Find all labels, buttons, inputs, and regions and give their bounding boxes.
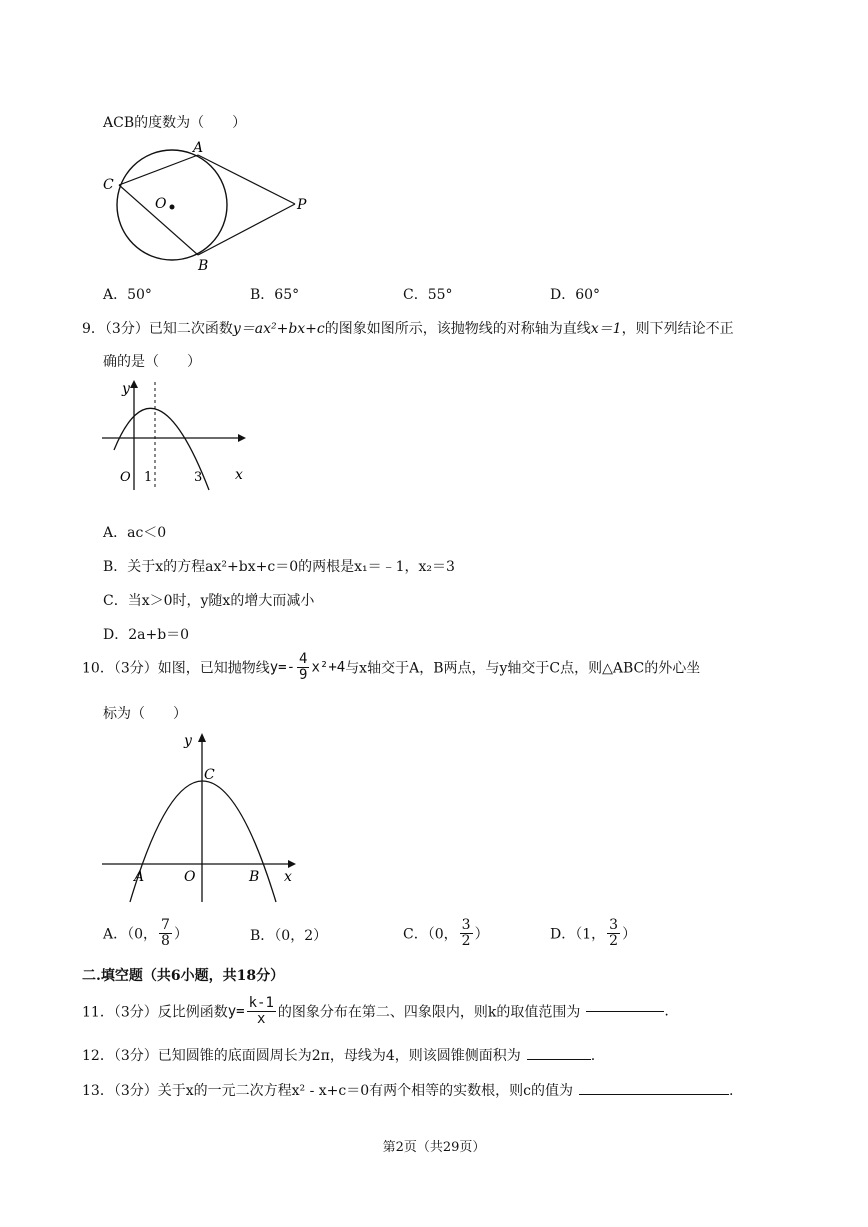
q8-option-a: A．50° (103, 287, 152, 303)
q9-stem (82, 318, 734, 338)
q8-option-c: C．55° (403, 287, 453, 303)
q10-option-d: D．（1， $\frac{3}{2}$ ） (550, 917, 637, 949)
q13-stem: 13．（3分）关于x的一元二次方程x² - x+c＝0有两个相等的实数根，则c的值为 . (82, 1083, 734, 1099)
point-p-label: P (297, 197, 307, 213)
q9-x-label: x (235, 467, 243, 483)
q12-stem: 12．（3分）已知圆锥的底面圆周长为2π，母线为4，则该圆锥侧面积为 . (82, 1048, 596, 1064)
q10-stem-tail: 与x轴交于A，B两点，与y轴交于C点，则△ABC的外心坐 (345, 660, 701, 677)
q9-parabola-figure (98, 378, 258, 493)
q11-stem: 11．（3分）反比例函数y= $\frac{k-1}{x}$ 的图象分布在第二、四象限内，则k的取值范围为 . (82, 995, 669, 1027)
q10-func-prefix: y=- (269, 659, 296, 676)
q10-frac-numerator: 4 (299, 651, 308, 667)
q10-option-c: C．（0， $\frac{3}{2}$ ） (403, 917, 489, 949)
q9-option-d: D．2a+b＝0 (103, 627, 190, 643)
q10-parabola-figure (98, 730, 308, 905)
q10-option-a: A．（0， $\frac{7}{8}$ ） (103, 917, 188, 949)
q9-stem-line2: 确的是（ ） (103, 354, 201, 370)
q10-point-c-label: C (204, 767, 215, 783)
q10-stem-line2: 标为（ ） (103, 706, 187, 722)
q10-option-b: B．（0，2） (250, 928, 328, 944)
point-o-label: O (155, 196, 167, 212)
q9-number: 9．（3分）已知二次函数 (82, 321, 233, 337)
point-a-label: A (193, 140, 204, 156)
q10-origin-label: O (184, 869, 196, 885)
q10-fraction (297, 652, 309, 683)
q11-answer-blank[interactable] (586, 1011, 664, 1012)
q10-point-b-label: B (249, 869, 260, 885)
section-heading: 二.填空题（共6小题，共18分） (82, 968, 285, 984)
q10-stem (82, 652, 700, 683)
q9-origin-label: O (120, 470, 131, 485)
point-b-label: B (198, 258, 209, 274)
page-footer: 第2页（共29页） (382, 1140, 486, 1155)
q10-x-label: x (284, 869, 292, 885)
q10-point-a-label: A (134, 869, 145, 885)
q13-answer-blank[interactable] (579, 1094, 729, 1095)
q10-frac-denominator: 9 (299, 667, 308, 683)
q9-option-c: C．当x＞0时，y随x的增大而减小 (103, 593, 315, 609)
q8-option-d: D．60° (550, 287, 601, 303)
point-c-label: C (103, 177, 114, 193)
q9-stem-mid: 的图象如图所示，该抛物线的对称轴为直线 (324, 321, 591, 337)
q10-func-suffix: x²+4 (311, 659, 346, 676)
q9-tick-3: 3 (194, 470, 203, 485)
q9-stem-tail: ，则下列结论不正 (621, 321, 734, 337)
q9-function: y＝ax²+bx+c (232, 321, 325, 337)
q9-tick-1: 1 (144, 470, 153, 485)
q11-fraction: $\frac{k-1}{x}$ (248, 995, 274, 1027)
q10-number: 10．（3分）如图，已知抛物线 (82, 660, 270, 677)
q9-axis: x＝1 (590, 321, 622, 337)
q10-y-label: y (184, 733, 192, 749)
q9-option-b: B．关于x的方程ax²+bx+c＝0的两根是x₁＝﹣1，x₂＝3 (103, 559, 455, 575)
q12-answer-blank[interactable] (527, 1059, 591, 1060)
q9-option-a: A．ac＜0 (103, 525, 167, 541)
q8-circle-figure (95, 135, 325, 275)
q9-y-label: y (122, 381, 130, 397)
q8-option-b: B．65° (250, 287, 300, 303)
q8-stem-tail: ACB的度数为（ ） (103, 115, 247, 131)
